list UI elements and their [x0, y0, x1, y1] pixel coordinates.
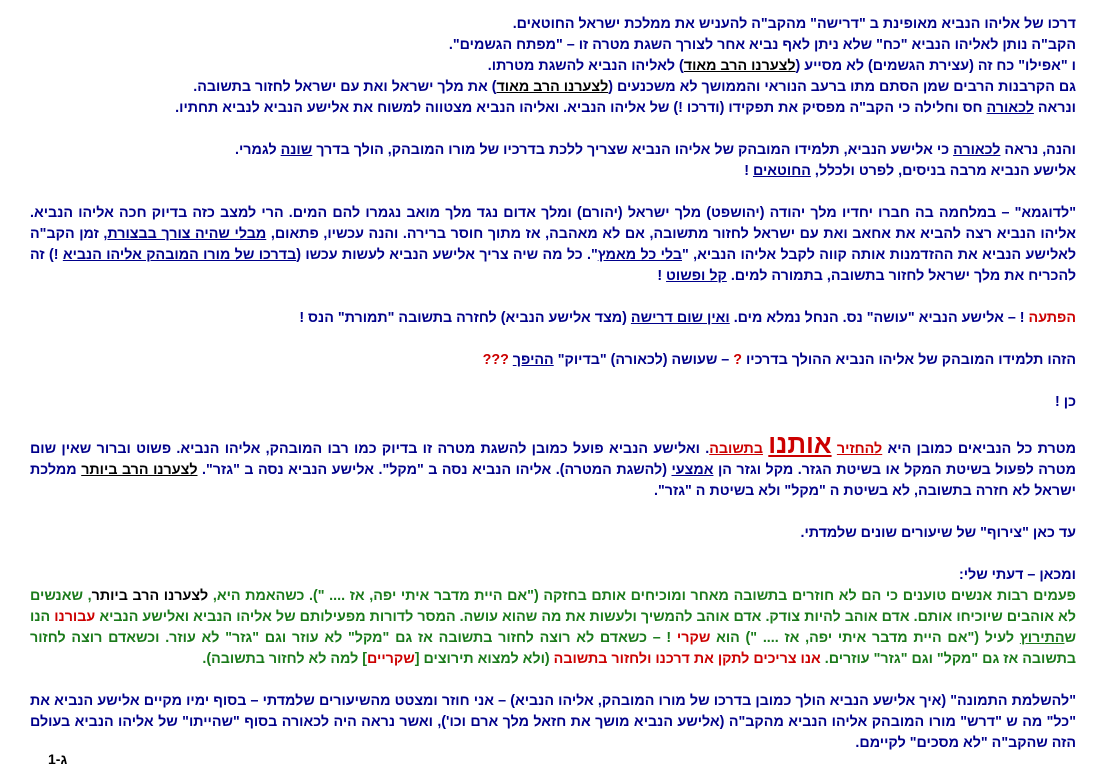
text-run: . ואלישע הנביא פועל כמובן להשגת מטרה זו בדיוק כמו רבו המובהק, אליהו הנביא. פשוט וברור שאין שום מטרה לפעול בשיטת המקל או בשיטת הגזר. מקל וגזר הן	[30, 441, 1076, 478]
text-run: לגמרי.	[234, 142, 281, 158]
text-run: "לדוגמא" – במלחמה בה חברו יחדיו מלך יהודה (יהושפט) מלך ישראל (יהורם) ומלך אדום נגד מלך מואב נגמרו להם המים. הרי למצב כזה בדיוק חכה אליהו הנביא. אליהו הנביא רצה להביא את אחאב ואת עם ישראל לחזור מתשובה, אם לא מאהבה, אז מתוך חוסר ברירה. והנה עכשיו, פתאום,	[30, 205, 1077, 242]
spacer	[30, 413, 1076, 434]
underlined-phrase: לצערנו הרב מאוד	[683, 58, 796, 74]
underlined-phrase: ואין שום דרישה	[630, 310, 730, 326]
text-run: חס וחלילה כי הקב"ה מפסיק את תפקידו (ודרכו !) של אליהו הנביא. ואליהו הנביא מצטווה למשוח את אלישע הנביא לנביא תחתיו.	[175, 100, 987, 116]
spacer	[30, 119, 1076, 140]
paragraph-5	[30, 350, 1076, 371]
text-run: (להשגת המטרה). אליהו הנביא נסה ב "מקל". אלישע הנביא נסה ב "גזר".	[197, 462, 672, 478]
spacer	[30, 287, 1076, 308]
spacer	[30, 502, 1076, 523]
underlined-phrase: מבלי שהיה צורך בבצורת	[107, 226, 267, 242]
text-run: ! – כשאדם לא רוצה לחזור בתשובה אז גם "מקל" לא עוזר וגם "גזר" לא עוזר. וכשאדם רוצה לחזור בתשובה אז גם "מקל" וגם "גזר" עוזרים.	[30, 630, 1076, 667]
spacer	[30, 371, 1076, 392]
paragraph-10	[30, 691, 1076, 754]
spacer	[30, 544, 1076, 565]
question-marks: ???	[482, 352, 509, 368]
spacer	[30, 182, 1076, 203]
text-run: ". כל מה שיה צריך אלישע הנביא לעשות עכשו (	[296, 247, 598, 263]
text-run: הזהו תלמידו המובהק של אליהו הנביא ההולך בדרכיו	[741, 352, 1076, 368]
text-run: לעיל ("אם היית מדבר איתי יפה, אז .... ") הוא	[710, 630, 1020, 646]
text-line	[30, 77, 1076, 98]
highlight-word: הפתעה	[1028, 310, 1076, 326]
text-run: , זמן הקב"ה לאלישע הנביא את ההזדמנות אותה קווה לקבל אליהו הנביא, "	[30, 226, 1076, 263]
text-run: כן !	[1055, 394, 1076, 410]
emphasis-word: אותנו	[768, 429, 832, 459]
highlight-word: בתשובה	[709, 441, 763, 457]
text-line	[30, 140, 1076, 161]
text-line	[30, 98, 1076, 119]
text-run: הקב"ה נותן לאליהו הנביא "כח" שלא ניתן לאף נביא אחר לצורך השגת מטרה זו – "מפתח הגשמים".	[448, 37, 1076, 53]
text-run: !) זה להכריח את מלך ישראל לחזור בתשובה, בתמורה למים.	[30, 247, 1076, 284]
question-mark: ?	[733, 352, 742, 368]
emphasis-phrase: לצערנו הרב ביותר	[91, 588, 209, 604]
text-line	[30, 14, 1076, 35]
document-body	[30, 14, 1076, 754]
paragraph-3	[30, 203, 1076, 287]
text-run: (מצד אלישע הנביא) לחזרה בתשובה "תמורת" הנס !	[299, 310, 631, 326]
text-run: ) לאליהו הנביא להשגת מטרתו.	[487, 58, 684, 74]
underlined-phrase: בדרכו של מורו המובהק אליהו הנביא	[62, 247, 297, 263]
spacer	[30, 670, 1076, 691]
highlight-phrase: אנו צריכים לתקן את דרכנו ולחזור בתשובה	[553, 651, 821, 667]
underlined-phrase: שונה	[280, 142, 313, 158]
page-number: ג-1	[48, 751, 68, 767]
text-run: ] למה לא לחזור בתשובה).	[202, 651, 368, 667]
text-run: – שעושה (לכאורה) "בדיוק"	[553, 352, 734, 368]
text-run: ) את מלך ישראל ואת עם ישראל לחזור בתשובה.	[193, 79, 497, 95]
text-run: !	[744, 163, 753, 179]
underlined-phrase: אמצעי	[671, 462, 714, 478]
text-run: !	[657, 268, 667, 284]
paragraph-6	[30, 392, 1076, 413]
underlined-phrase: לכאורה	[953, 142, 1001, 158]
text-run: ממלכת ישראל לא חזרה בתשובה, לא בשיטת ה "מקל" ולא בשיטת ה "גזר".	[30, 462, 1076, 499]
underlined-phrase: לצערנו הרב מאוד	[496, 79, 609, 95]
text-run: מטרת כל הנביאים כמובן היא	[882, 441, 1076, 457]
text-run: והנה, נראה	[1000, 142, 1076, 158]
text-run: ו "אפילו" כח זה (עצירת הגשמים) לא מסייע (	[795, 58, 1076, 74]
text-run: (ולא למצוא תירוצים [	[414, 651, 554, 667]
text-run: גם הקרבנות הרבים שמן הסתם מתו ברעב הנוראי והממושך לא משכנעים (	[608, 79, 1076, 95]
text-run: ונראה	[1033, 100, 1076, 116]
text-run: הנו ש	[30, 609, 1077, 646]
text-run: אלישע הנביא מרבה בניסים, לפרט ולכלל,	[810, 163, 1076, 179]
underlined-phrase: החוטאים	[752, 163, 811, 179]
text-run: ! – אלישע הנביא "עושה" נס. הנחל נמלא מים.	[729, 310, 1029, 326]
text-line	[30, 161, 1076, 182]
paragraph-8	[30, 523, 1076, 544]
highlight-word: עבורנו	[54, 609, 96, 625]
paragraph-9-heading	[30, 565, 1076, 586]
text-run: ומכאן – דעתי שלי:	[958, 567, 1076, 583]
text-run: "להשלמת התמונה" (איך אלישע הנביא הולך כמובן בדרכו של מורו המובהק, אליהו הנביא) – אני חוזר ומצטט מהשיעורים שלמדתי – בסוף ימיו מקיים אלישע הנביא את "כל" מה ש "דרש" מורו המובהק אליהו הנביא מהקב"ה (אלישע הנביא מושך את חזאל מלך ארם וכו'), ואשר נראה היה לכאורה בסוף "שהייתו" של אליהו הנביא בעולם הזה שהקב"ה "לא מסכים" לקיימם.	[30, 693, 1076, 751]
paragraph-9	[30, 586, 1076, 670]
underlined-phrase: לצערנו הרב ביותר	[81, 462, 198, 478]
spacer	[30, 329, 1076, 350]
highlight-word: שקרי	[676, 630, 711, 646]
highlight-word: שקריים	[367, 651, 415, 667]
underlined-phrase: קל ופשוט	[666, 268, 727, 284]
text-run: דרכו של אליהו הנביא מאופינת ב "דרישה" מהקב"ה להעניש את ממלכת ישראל החוטאים.	[512, 16, 1076, 32]
text-line	[30, 35, 1076, 56]
paragraph-4	[30, 308, 1076, 329]
text-run: עד כאן "צירוף" של שיעורים שונים שלמדתי.	[800, 525, 1076, 541]
text-line	[30, 56, 1076, 77]
text-run: כי אלישע הנביא, תלמידו המובהק של אליהו הנביא שצריך ללכת בדרכיו של מורו המובהק, הולך בדרך	[312, 142, 954, 158]
underlined-phrase: התירוץ	[1019, 630, 1065, 646]
underlined-phrase: לכאורה	[986, 100, 1034, 116]
highlight-word: להחזיר	[836, 441, 883, 457]
underlined-phrase: ההיפך	[512, 352, 554, 368]
text-run: , שאנשים לא אוהבים שיוכיחו אותם. אדם אוהב להיות צודק. אדם אוהב להמשיך ולעשות את מה שהוא עושה. המסר לדורות מפעילותם של אליהו הנביא ואלישע הנביא	[30, 588, 1076, 625]
underlined-phrase: בלי כל מאמץ	[597, 247, 682, 263]
paragraph-1	[30, 14, 1076, 119]
text-run: פעמים רבות אנשים טוענים כי הם לא חוזרים בתשובה מאחר ומוכיחים אותם בחזקה ("אם היית מדבר איתי יפה, אז .... "). כשהאמת היא,	[208, 588, 1076, 604]
paragraph-7	[30, 429, 1076, 502]
paragraph-2	[30, 140, 1076, 182]
